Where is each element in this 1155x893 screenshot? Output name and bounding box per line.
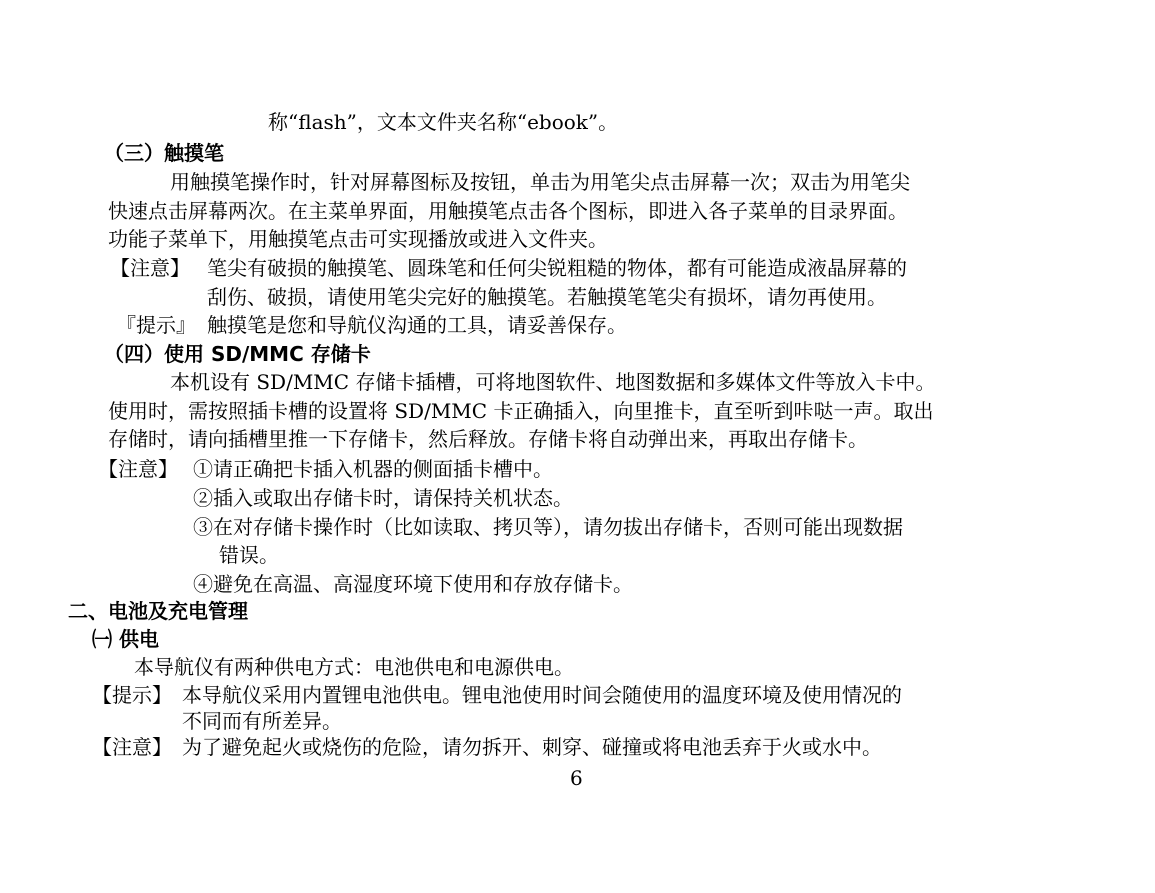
tip-label: 【提示】 [92,683,172,707]
note-line: 笔尖有破损的触摸笔、圆珠笔和任何尖锐粗糙的物体，都有可能造成液晶屏幕的 [207,256,907,280]
section-heading: （四）使用 SD/MMC 存储卡 [104,342,371,366]
paragraph-line: 使用时，需按照插卡槽的设置将 SD/MMC 卡正确插入，向里推卡，直至听到咔哒一声。取出 [108,399,934,423]
page-number: 6 [570,766,583,790]
paragraph-line: 存储时，请向插槽里推一下存储卡，然后释放。存储卡将自动弹出来，再取出存储卡。 [108,427,868,451]
note-line: 刮伤、破损，请使用笔尖完好的触摸笔。若触摸笔笔尖有损坏，请勿再使用。 [207,285,887,309]
note-label: 【注意】 [110,256,190,280]
paragraph-line: 本导航仪有两种供电方式：电池供电和电源供电。 [134,655,574,679]
note-item: ④避免在高温、高湿度环境下使用和存放存储卡。 [193,572,633,596]
paragraph-line: 功能子菜单下，用触摸笔点击可实现播放或进入文件夹。 [108,227,608,251]
note-item: ①请正确把卡插入机器的侧面插卡槽中。 [193,457,553,481]
text-line: 称“flash”，文本文件夹名称“ebook”。 [268,110,619,134]
tip-label: 『提示』 [116,313,196,337]
paragraph-line: 用触摸笔操作时，针对屏幕图标及按钮，单击为用笔尖点击屏幕一次；双击为用笔尖 [170,170,910,194]
note-item: ②插入或取出存储卡时，请保持关机状态。 [193,486,573,510]
section-heading: （三）触摸笔 [104,141,224,165]
note-label: 【注意】 [92,735,172,759]
paragraph-line: 快速点击屏幕两次。在主菜单界面，用触摸笔点击各个图标，即进入各子菜单的目录界面。 [108,199,908,223]
note-item: ③在对存储卡操作时（比如读取、拷贝等），请勿拔出存储卡，否则可能出现数据 [193,515,903,539]
tip-line: 本导航仪采用内置锂电池供电。锂电池使用时间会随使用的温度环境及使用情况的 [182,683,902,707]
note-item: 错误。 [219,543,279,567]
subsection-heading: ㈠ 供电 [92,627,159,651]
note-line: 为了避免起火或烧伤的危险，请勿拆开、刺穿、碰撞或将电池丢弃于火或水中。 [182,735,882,759]
chapter-heading: 二、电池及充电管理 [68,599,248,623]
tip-line: 不同而有所差异。 [182,709,342,733]
paragraph-line: 本机设有 SD/MMC 存储卡插槽，可将地图软件、地图数据和多媒体文件等放入卡中。 [170,370,936,394]
note-label: 【注意】 [98,457,178,481]
tip-line: 触摸笔是您和导航仪沟通的工具，请妥善保存。 [207,313,627,337]
